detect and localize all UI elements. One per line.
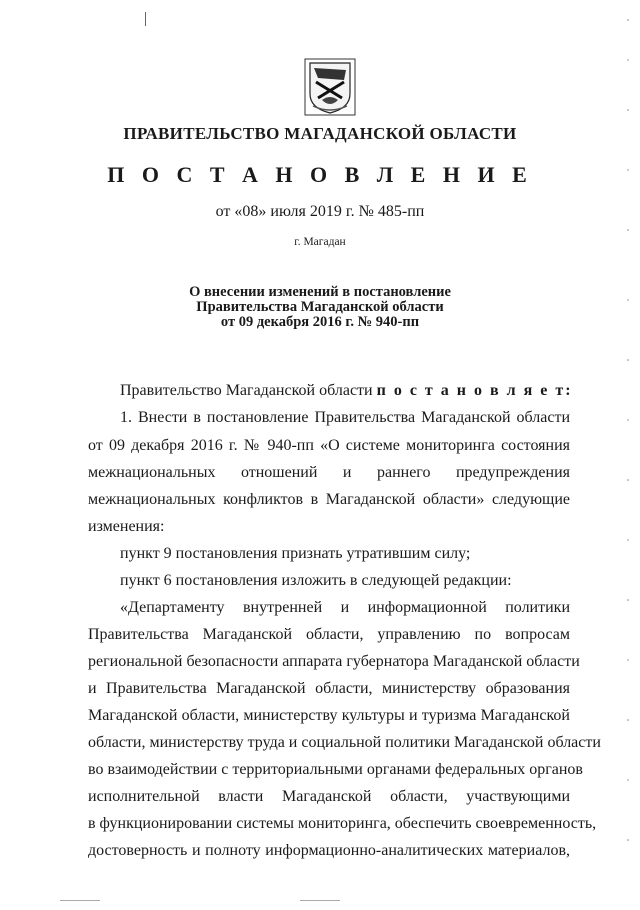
body-line: изменения: <box>88 518 165 535</box>
preamble-verb: п о с т а н о в л я е т: <box>376 382 573 399</box>
subject-line: от 09 декабря 2016 г. № 940-пп <box>220 314 420 330</box>
subject-line: О внесении изменений в постановление <box>189 284 451 300</box>
body-line: межнациональных конфликтов в Магаданской области» следующие <box>88 491 570 508</box>
scan-artifact <box>60 900 100 901</box>
scan-artifact <box>145 12 146 26</box>
body-line: исполнительной власти Магаданской области, участвующими <box>88 788 570 805</box>
city-line: г. Магадан <box>294 236 346 248</box>
body-line: достоверность и полноту информационно-аналитических материалов, <box>88 842 570 859</box>
document-type-title: П О С Т А Н О В Л Е Н И Е <box>107 162 533 187</box>
body-line: региональной безопасности аппарата губернатора Магаданской области <box>88 653 580 670</box>
coat-of-arms-icon <box>304 58 356 116</box>
subject-line: Правительства Магаданской области <box>196 299 444 315</box>
body-line: 1. Внести в постановление Правительства Магаданской области <box>120 409 570 426</box>
subject-block <box>0 285 640 330</box>
date-number-line: от «08» июля 2019 г. № 485-пп <box>215 203 425 220</box>
body-line: от 09 декабря 2016 г. № 940-пп «О системе мониторинга состояния <box>88 437 570 454</box>
body-line: Магаданской области, министерству культуры и туризма Магаданской <box>88 707 570 724</box>
scan-artifact <box>300 900 340 901</box>
body-line: межнациональных отношений и раннего предупреждения <box>88 464 570 481</box>
body-line: пункт 9 постановления признать утратившим силу; <box>120 545 471 562</box>
body-line: в функционировании системы мониторинга, обеспечить своевременность, <box>88 815 597 832</box>
preamble-text: Правительство Магаданской области <box>120 382 373 399</box>
body-line: области, министерству труда и социальной политики Магаданской области <box>88 734 601 751</box>
body-line: пункт 6 постановления изложить в следующей редакции: <box>120 572 512 589</box>
preamble-line <box>120 382 573 400</box>
body-line: «Департаменту внутренней и информационной политики <box>120 599 570 616</box>
body-line: во взаимодействии с территориальными органами федеральных органов <box>88 761 583 778</box>
organization-title: ПРАВИТЕЛЬСТВО МАГАДАНСКОЙ ОБЛАСТИ <box>123 124 517 143</box>
body-line: Правительства Магаданской области, управлению по вопросам <box>88 626 570 643</box>
body-line: и Правительства Магаданской области, министерству образования <box>88 680 570 697</box>
